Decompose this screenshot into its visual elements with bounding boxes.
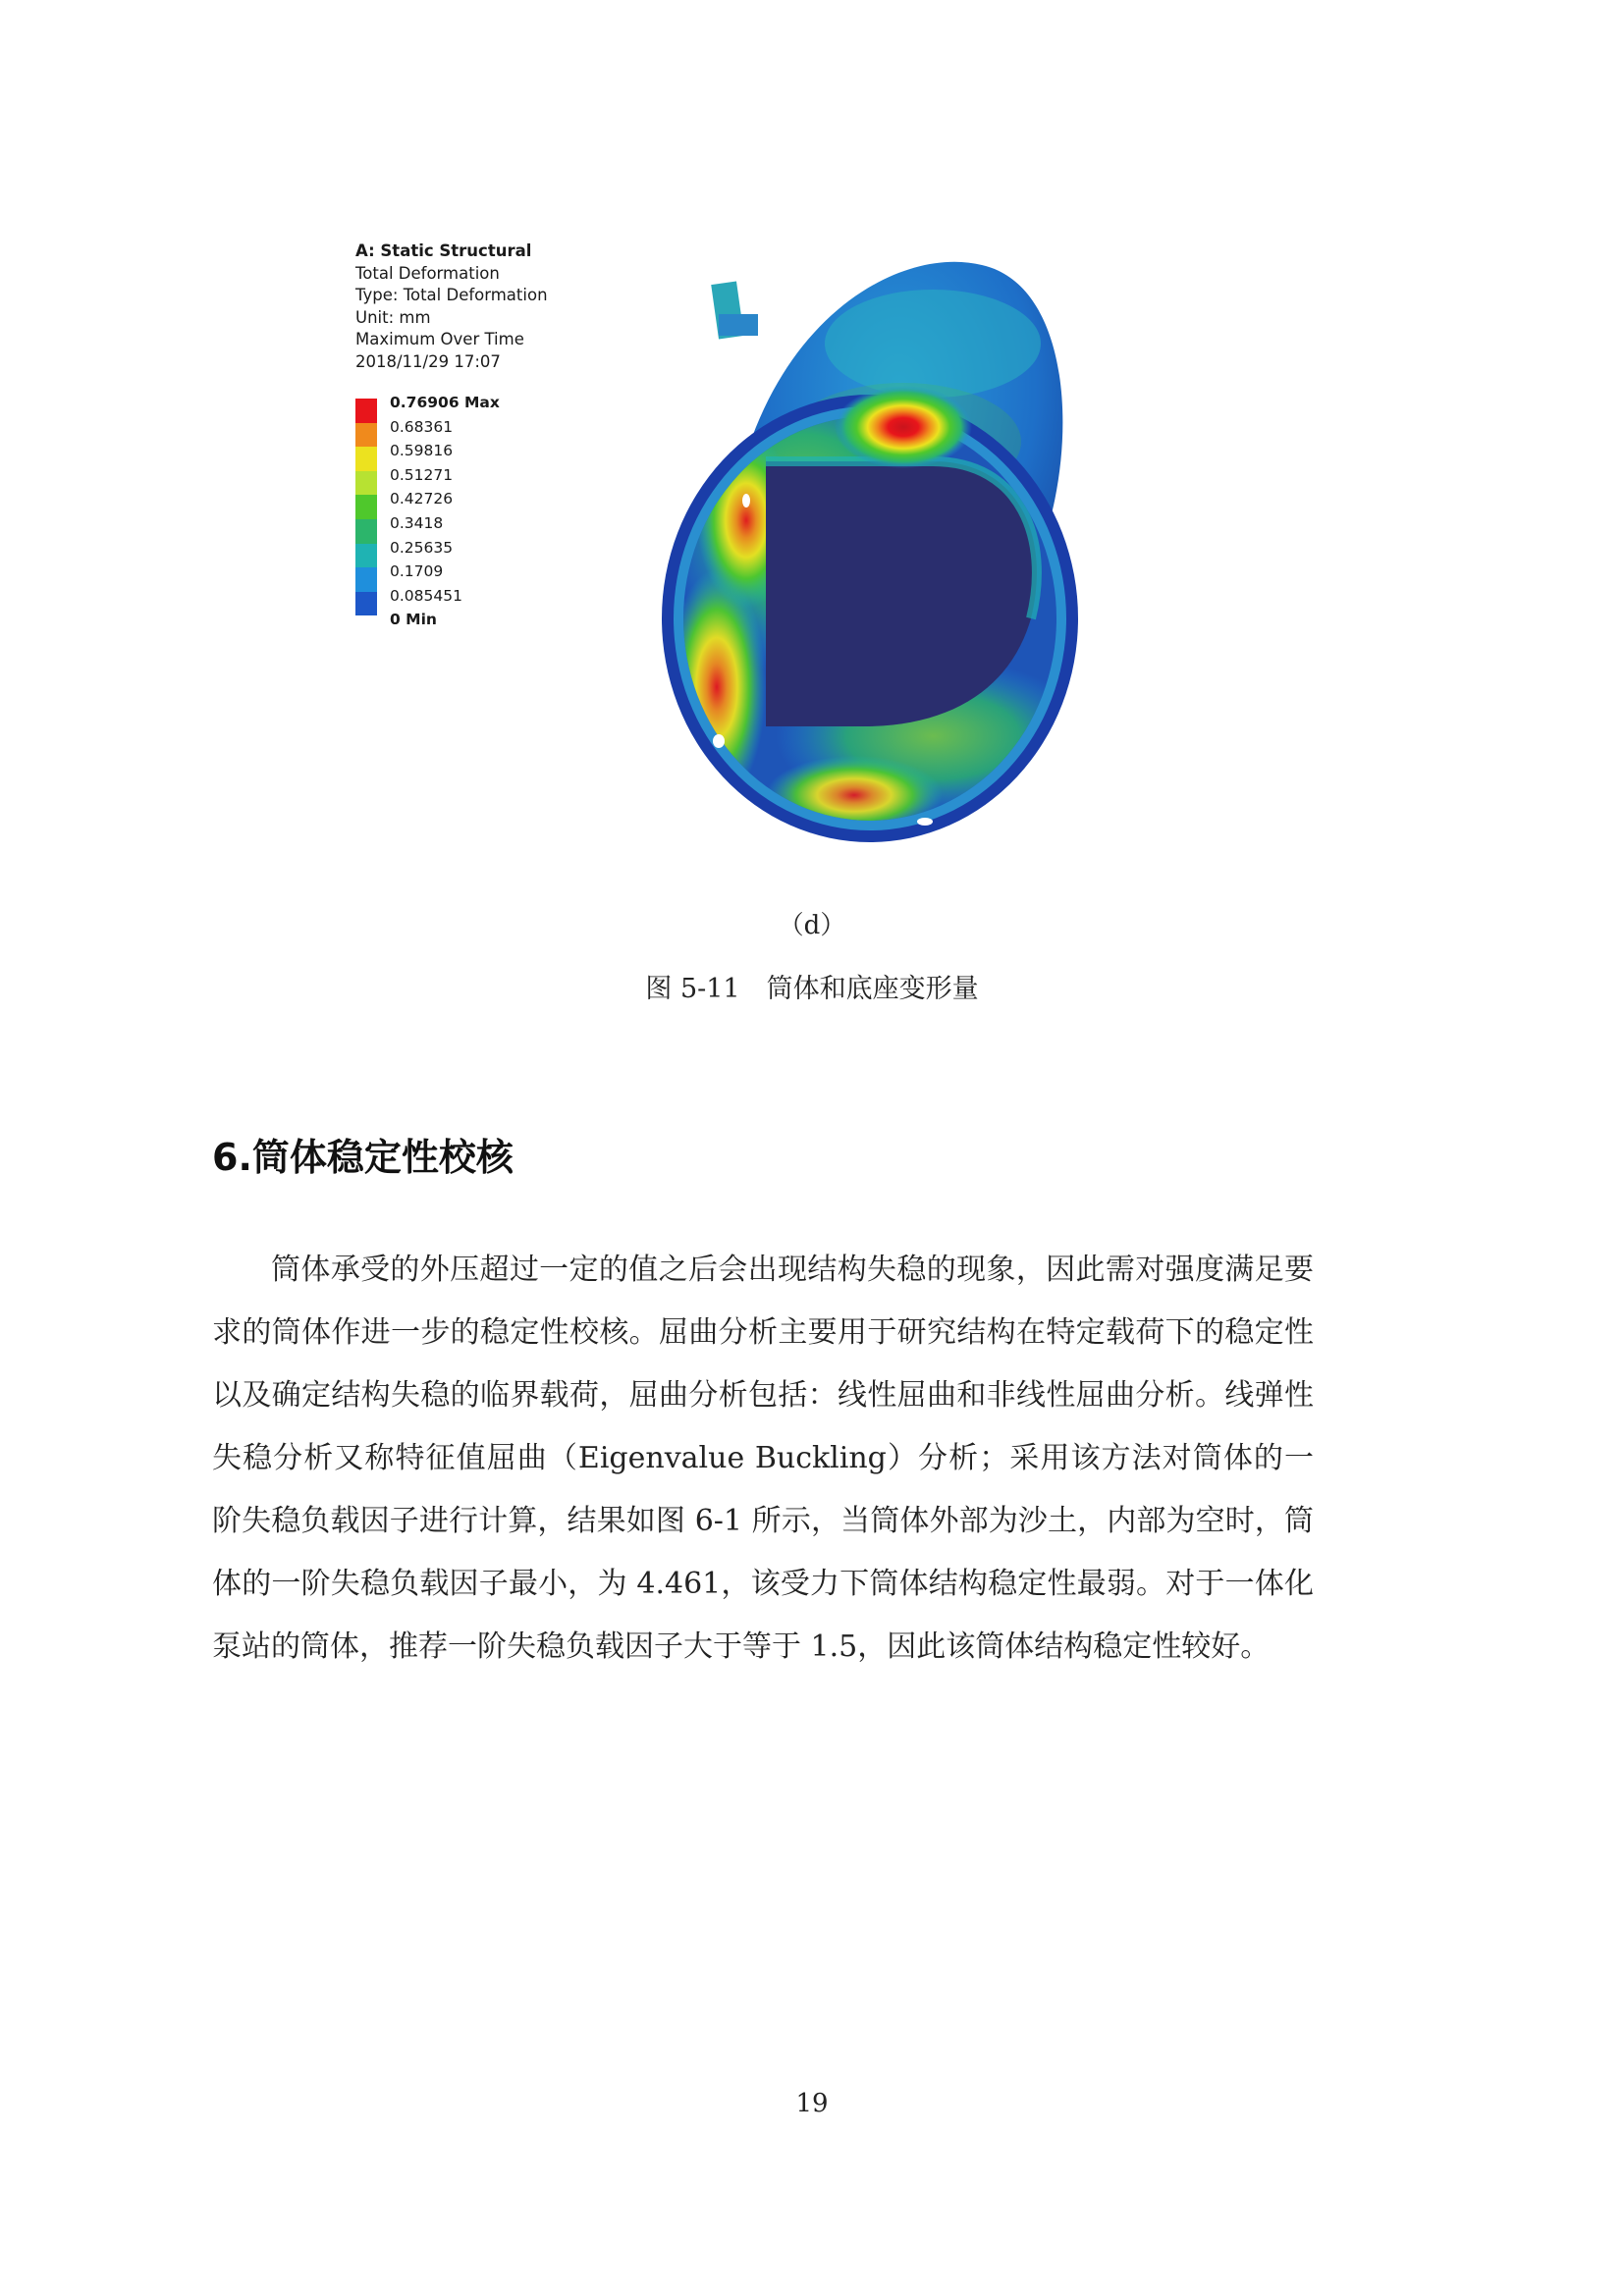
swatch-6: [355, 544, 377, 568]
legend-time-mode: Maximum Over Time: [355, 330, 524, 348]
legend-max-label: 0.76906 Max: [390, 394, 500, 411]
swatch-0: [355, 399, 377, 423]
swatch-3: [355, 471, 377, 496]
legend-level-label: 0.085451: [390, 586, 462, 605]
legend-unit: Unit: mm: [355, 307, 431, 327]
swatch-7: [355, 567, 377, 592]
swatch-5: [355, 519, 377, 544]
legend-level-label: 0.3418: [390, 513, 444, 532]
figure-caption: 图 5-11 筒体和底座变形量: [645, 974, 979, 1004]
legend-level-label: 0.1709: [390, 562, 444, 581]
legend-timestamp: 2018/11/29 17:07: [355, 351, 501, 371]
legend-level-label: 0.51271: [390, 465, 454, 484]
color-swatches: [355, 399, 377, 615]
swatch-2: [355, 447, 377, 471]
legend-labels: [390, 391, 500, 632]
swatch-4: [355, 495, 377, 519]
legend-level-label: 0.68361: [390, 417, 454, 436]
legend-analysis-title: A: Static Structural: [355, 241, 532, 260]
cylinder-deformation-model: [609, 226, 1198, 893]
body-paragraph: 筒体承受的外压超过一定的值之后会出现结构失稳的现象，因此需对强度满足要求的筒体作进一步的稳定性校核。屈曲分析主要用于研究结构在特定载荷下的稳定性以及确定结构失稳的临界载荷，屈曲分析包括：线性屈曲和非线性屈曲分析。线弹性失稳分析又称特征值屈曲（Eigenvalue Buckling）分析；采用该方法对筒体的一阶失稳负载因子进行计算，结果如图 6-1 所示，当筒体外部为沙土，内部为空时，筒体的一阶失稳负载因子最小，为 4.461，该受力下筒体结构稳定性最弱。对于一体化泵站的筒体，推荐一阶失稳负载因子大于等于 1.5，因此该筒体结构稳定性较好。: [212, 1253, 1314, 1664]
legend-result-name: Total Deformation: [355, 263, 500, 283]
deformation-figure: [344, 226, 1208, 893]
legend-header: [355, 240, 548, 373]
legend-min-label: 0 Min: [390, 611, 437, 629]
legend-level-label: 0.59816: [390, 442, 454, 460]
page-number: 19: [795, 2089, 829, 2118]
swatch-1: [355, 423, 377, 448]
legend-result-type: Type: Total Deformation: [355, 286, 548, 304]
legend-level-label: 0.42726: [390, 490, 454, 508]
figure-subcaption: （d）: [778, 911, 846, 940]
color-scale-legend: [355, 394, 552, 629]
legend-level-label: 0.25635: [390, 538, 454, 557]
swatch-8: [355, 592, 377, 616]
section-heading: 6.筒体稳定性校核: [212, 1136, 514, 1179]
